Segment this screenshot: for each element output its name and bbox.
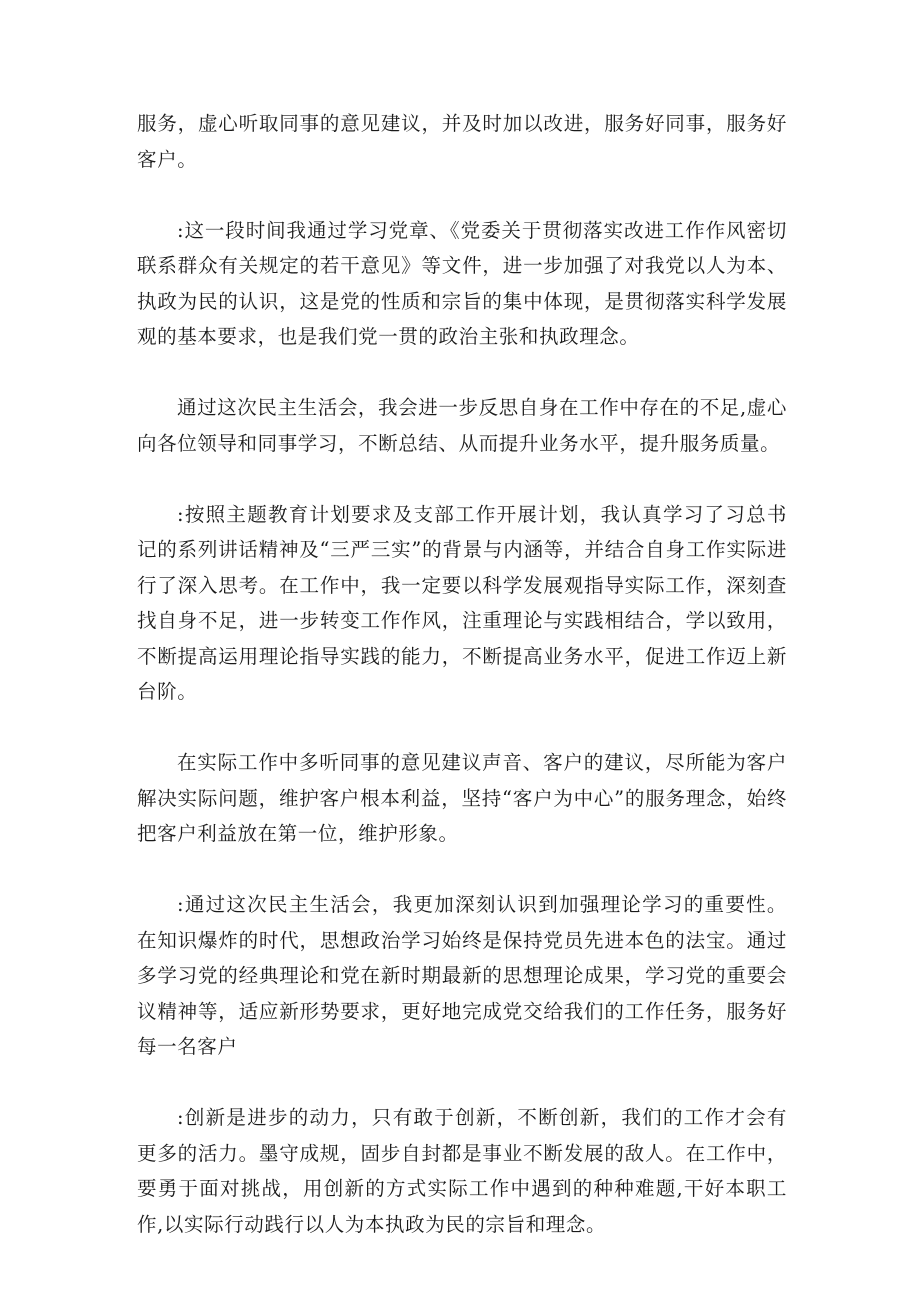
paragraph-customer-service: 在实际工作中多听同事的意见建议声音、客户的建议，尽所能为客户解决实际问题，维护客户根本利益，坚持“客户为中心”的服务理念，始终把客户利益放在第一位，维护形象。 <box>137 751 787 845</box>
paragraph-innovation: :创新是进步的动力，只有敢于创新，不断创新，我们的工作才会有更多的活力。墨守成规，固步自封都是事业不断发展的敌人。在工作中，要勇于面对挑战，用创新的方式实际工作中遇到的种种难题,干好本职工作,以实际行动践行以人为本执政为民的宗旨和理念。 <box>137 1106 787 1236</box>
document-body <box>137 106 787 1278</box>
paragraph-party-constitution-study: :这一段时间我通过学习党章、《党委关于贯彻落实改进工作作风密切联系群众有关规定的若干意见》等文件，进一步加强了对我党以人为本、执政为民的认识，这是党的性质和宗旨的集中体现，是贯彻落实科学发展观的基本要求，也是我们党一贯的政治主张和执政理念。 <box>137 218 787 348</box>
paragraph-theory-study: :通过这次民主生活会，我更加深刻认识到加强理论学习的重要性。在知识爆炸的时代，思想政治学习始终是保持党员先进本色的法宝。通过多学习党的经典理论和党在新时期最新的思想理论成果，学习党的重要会议精神等，适应新形势要求，更好地完成党交给我们的工作任务，服务好每一名客户 <box>137 893 787 1058</box>
paragraph-self-reflection: 通过这次民主生活会，我会进一步反思自身在工作中存在的不足,虚心向各位领导和同事学习，不断总结、从而提升业务水平，提升服务质量。 <box>137 396 787 455</box>
paragraph-theme-education: :按照主题教育计划要求及支部工作开展计划，我认真学习了习总书记的系列讲话精神及“三严三实”的背景与内涵等，并结合自身工作实际进行了深入思考。在工作中，我一定要以科学发展观指导实际工作，深刻查找自身不足，进一步转变工作作风，注重理论与实践相结合，学以致用，不断提高运用理论指导实践的能力，不断提高业务水平，促进工作迈上新台阶。 <box>137 502 787 703</box>
paragraph-continued: 服务，虚心听取同事的意见建议，并及时加以改进，服务好同事，服务好客户。 <box>137 112 787 171</box>
